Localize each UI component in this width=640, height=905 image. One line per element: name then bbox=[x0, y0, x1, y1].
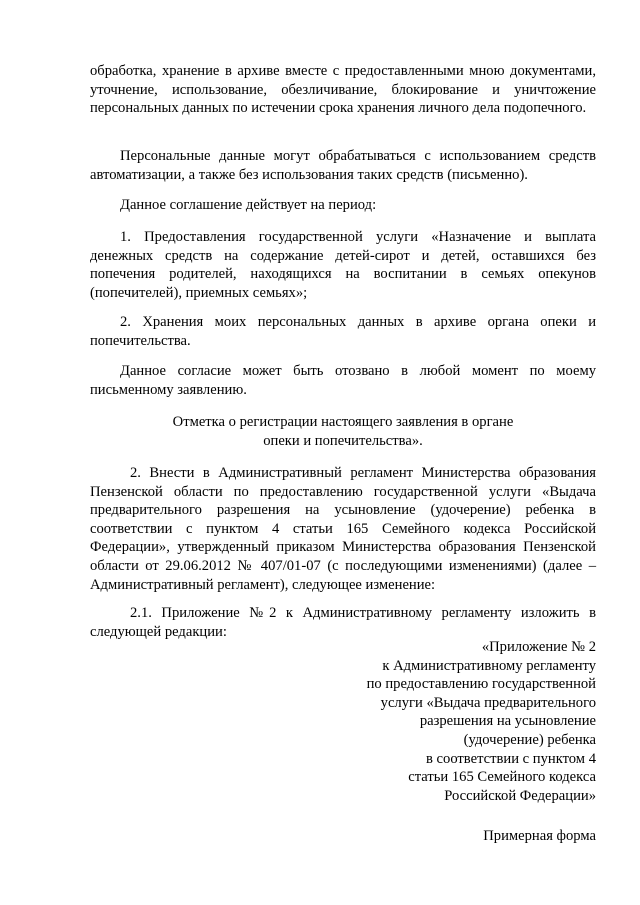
appendix-line: в соответствии с пунктом 4 bbox=[426, 750, 596, 767]
paragraph-text: Персональные данные могут обрабатываться с использованием средств автоматизации, а также без использования таких средств (письменно). bbox=[90, 148, 596, 183]
appendix-line: к Административному регламенту bbox=[382, 657, 596, 674]
appendix-line: Российской Федерации» bbox=[444, 787, 596, 804]
registration-mark-line: Отметка о регистрации настоящего заявления в органе bbox=[172, 414, 514, 430]
appendix-line: услуги «Выдача предварительного bbox=[380, 694, 596, 711]
paragraph-text: 2.1. Приложение №2 к Административному регламенту изложить в следующей редакции: bbox=[90, 605, 596, 640]
paragraph-automation bbox=[90, 147, 596, 184]
paragraph-text: Данное согласие может быть отозвано в любой момент по моему письменному заявлению. bbox=[90, 363, 596, 398]
appendix-line: «Приложение № 2 bbox=[481, 639, 596, 655]
appendix-line: по предоставлению государственной bbox=[366, 676, 596, 693]
paragraph-amendment bbox=[90, 464, 596, 594]
appendix-header bbox=[296, 638, 596, 805]
registration-mark-line: опеки и попечительства». bbox=[263, 432, 423, 449]
paragraph-text: 2. Хранения моих персональных данных в архиве органа опеки и попечительства. bbox=[90, 314, 596, 349]
appendix-line: (удочерение) ребенка bbox=[463, 731, 596, 748]
paragraph-text: Данное соглашение действует на период: bbox=[120, 197, 377, 213]
paragraph-processing bbox=[90, 62, 596, 118]
registration-mark bbox=[90, 413, 596, 450]
form-label: Примерная форма bbox=[483, 828, 596, 844]
paragraph-revocation bbox=[90, 362, 596, 399]
appendix-line: статьи 165 Семейного кодекса bbox=[408, 769, 596, 786]
paragraph-period bbox=[90, 196, 596, 215]
paragraph-text: 2. Внести в Административный регламент Министерства образования Пензенской области по предоставлению государственной услуги «Выдача предварительного разрешения на усыновление (удочерение) ребенка в соответствии с пунктом 4 статьи 165 Семейного кодекса Российской Федерации», утвержденный приказом Министерства образования Пензенской области от 29.06.2012 № 407/01-07 (с последующими изменениями) (далее – Административный регламент), следующее изменение: bbox=[90, 465, 596, 593]
paragraph-appendix-change bbox=[90, 604, 596, 641]
paragraph-item-1 bbox=[90, 228, 596, 302]
paragraph-item-2 bbox=[90, 313, 596, 350]
paragraph-text: обработка, хранение в архиве вместе с предоставленными мною документами, уточнение, использование, обезличивание, блокирование и уничтожение персональных данных по истечении срока хранения личного дела подопечного. bbox=[90, 63, 596, 117]
appendix-line: разрешения на усыновление bbox=[419, 713, 596, 730]
paragraph-text: 1. Предоставления государственной услуги «Назначение и выплата денежных средств на содержание детей-сирот и детей, оставшихся без попечения родителей, находящихся на воспитании в семьях опекунов (попечителей), приемных семьях»; bbox=[90, 229, 596, 301]
